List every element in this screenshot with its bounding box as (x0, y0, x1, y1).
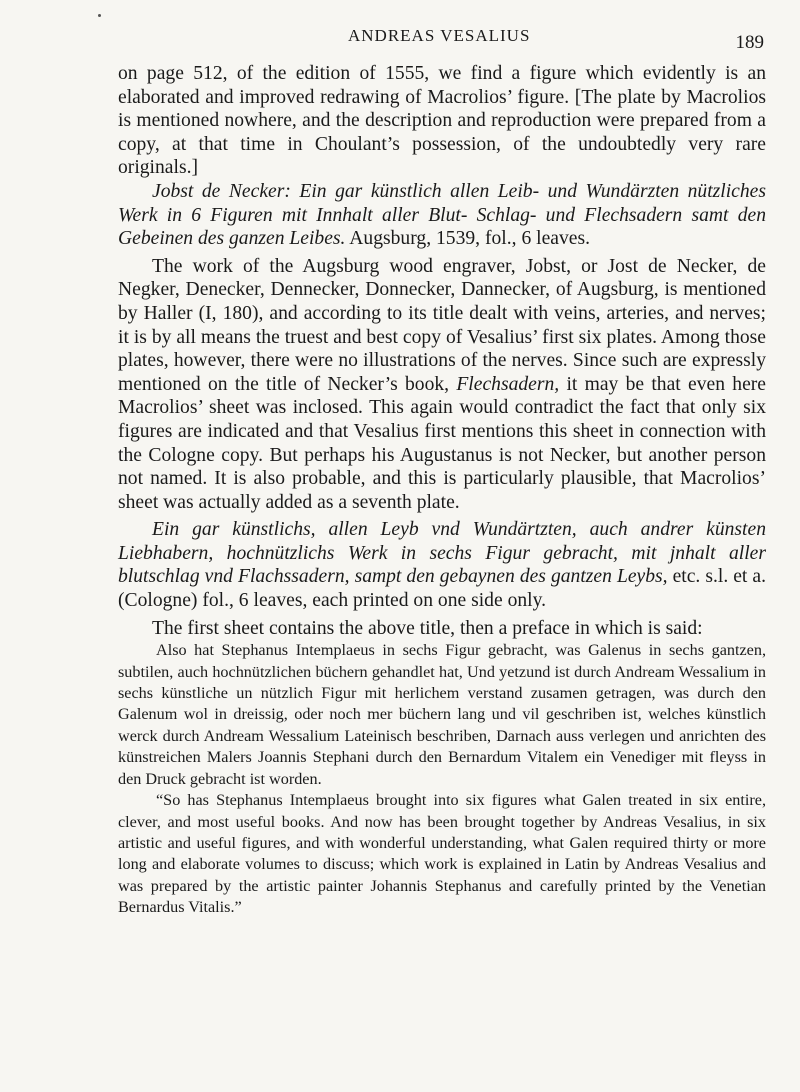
page-number: 189 (735, 32, 764, 53)
flechsadern-term: Flechsadern, (456, 373, 560, 395)
paragraph-preface-intro: The first sheet contains the above title, then a preface in which is said: (152, 617, 703, 639)
running-head (0, 26, 800, 52)
necker-book-title: Jobst de Necker: Ein gar künstlich allen Leib- und Wundärzten nützliches Werk in 6 Figuren mit Innhalt aller Blut- Schlag- und Flechsadern samt den Gebeinen des ganzen Leibes. (118, 180, 766, 250)
paragraph-necker-title (118, 180, 766, 251)
necker-discussion-part-b: it may be that even here Macrolios’ sheet was inclosed. This again would contradict the fact that only six figures are indicated and that Vesalius first mentions this sheet in connection with the Cologne copy. But perhaps his Augustanus is not Necker, but another person not named. It is also probable, and this is particularly plausible, that Macrolios’ sheet was actually added as a seventh plate. (118, 373, 766, 513)
necker-book-details: Augsburg, 1539, fol., 6 leaves. (345, 228, 590, 250)
cologne-book-title: Ein gar künstlichs, allen Leyb vnd Wundärtzten, auch andrer künsten Liebhabern, hochnützlichs Werk in sechs Figur gebracht, mit jnhalt aller blutschlag vnd Flachssadern, sampt den gebaynen des gantzen Leybs, (118, 519, 766, 588)
cologne-book-details: etc. s.l. et a. (Cologne) fol., 6 leaves, each printed on one side only. (118, 566, 766, 612)
print-speck (98, 14, 101, 17)
body-text (118, 62, 766, 919)
paragraph-necker-discussion (118, 255, 766, 515)
german-quotation: Also hat Stephanus Intemplaeus in sechs Figur gebracht, was Galenus in sechs gantzen, subtilen, auch hochnützlichen büchern gehandlet hat, Und yetzund ist durch Andream Wessalium in sechs künstliche un nützlich Figur mit herlichem verstand zusamen getragen, was durch den Galenum wol in dreissig, oder noch mer büchern lang und vil geschriben ist, welches künstlich werck durch Andream Wessalium Lateinisch beschriben, Darnach auss verlegen und anrichten des künstreichen Malers Joannis Stephani durch den Bernardum Vitalem ein Venediger mit fleyss in den Druck gebracht ist worden. (118, 641, 766, 788)
english-translation: “So has Stephanus Intemplaeus brought into six figures what Galen treated in six entire, clever, and most useful books. And now has been brought together by Andreas Vesalius, in six artistic and useful figures, and with wonderful understanding, what Galen required thirty or more long and elaborate volumes to discuss; which work is explained in Latin by Andreas Vesalius and was prepared by the artistic painter Johannis Stephanus and carefully printed by the Venetian Bernardus Vitalis.” (118, 791, 766, 917)
running-title: ANDREAS VESALIUS (348, 26, 531, 45)
paragraph-continuation: on page 512, of the edition of 1555, we find a figure which evidently is an elaborated and improved redrawing of Macrolios’ figure. [The plate by Macrolios is mentioned nowhere, and the description and reproduction were prepared from a copy, at that time in Choulant’s possession, of the undoubtedly very rare originals.] (118, 63, 766, 179)
paragraph-cologne-title (118, 518, 766, 612)
necker-discussion-part-a: The work of the Augsburg wood engraver, Jobst, or Jost de Necker, de Negker, Denecker, Dennecker, Donnecker, Dannecker, of Augsburg, is mentioned by Haller (I, 180), and according to its title dealt with veins, arteries, and nerves; it is by all means the truest and best copy of Vesalius’ first six plates. Among those plates, however, there were no illustrations of the nerves. Since such are expressly mentioned on the title of Necker’s book, (118, 255, 766, 395)
